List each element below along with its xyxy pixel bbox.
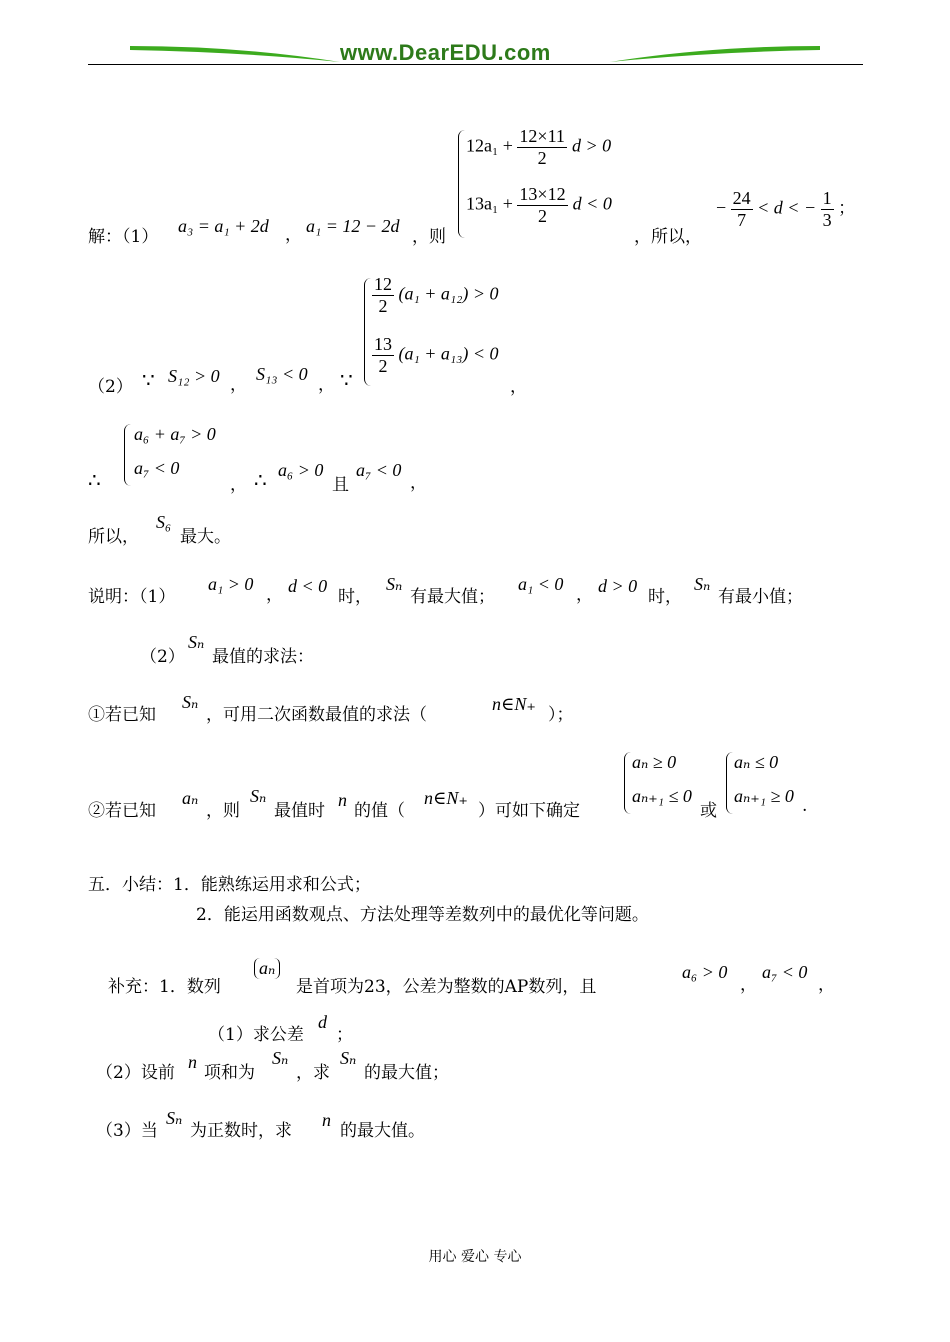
comma: ， — [740, 975, 757, 995]
comma: ， — [285, 225, 302, 245]
system-row-1: aₙ ≥ 0 — [632, 752, 677, 772]
comma: ， — [266, 585, 283, 605]
text: 是首项为23，公差为整数的AP数列，且 — [296, 977, 597, 997]
text: 的最大值； — [364, 1063, 449, 1083]
text: （1）求公差 — [208, 1025, 304, 1045]
s13-condition: S₁₃ < 0 — [256, 364, 308, 384]
then-text: ，则 — [412, 227, 446, 247]
comma: ， — [410, 473, 427, 493]
header-rule — [88, 64, 863, 65]
text: （3）当 — [96, 1121, 158, 1141]
row-tail: (a₁ + a₁₃) < 0 — [398, 343, 499, 364]
therefore-symbol: ∴ — [254, 468, 267, 492]
fraction-num: 12 — [374, 274, 392, 294]
text: （2） — [140, 647, 185, 667]
text: 说明：（1） — [88, 587, 176, 607]
text: ）； — [548, 705, 574, 725]
condition: d > 0 — [598, 576, 638, 596]
a6-condition: a₆ > 0 — [278, 460, 324, 480]
range-mid: < d < − — [757, 197, 817, 218]
or-text: 或 — [700, 801, 717, 821]
semicolon: ； — [838, 198, 856, 218]
sn-symbol: Sₙ — [188, 632, 205, 652]
text: ，求 — [296, 1063, 330, 1083]
text: 时， — [338, 587, 372, 607]
sn-symbol: Sₙ — [340, 1048, 357, 1068]
system-row-1: a₆ + a₇ > 0 — [134, 424, 216, 444]
comma: ， — [818, 975, 835, 995]
minus-sign: − — [716, 197, 727, 218]
fraction-den: 2 — [378, 295, 388, 316]
sequence-symbol: aₙ — [254, 958, 280, 979]
system-row-2 — [372, 334, 499, 376]
header-swoosh-left-icon — [130, 42, 340, 66]
fraction-num: 13×12 — [519, 184, 566, 204]
system-brace — [624, 752, 631, 814]
therefore-symbol: ∴ — [88, 468, 101, 492]
fraction-num: 1 — [822, 188, 832, 208]
condition: a₁ < 0 — [518, 574, 564, 594]
fraction-num: 24 — [732, 188, 751, 208]
row-term: 13a₁ + — [466, 193, 518, 214]
text: ； — [336, 1025, 353, 1045]
text: 为正数时，求 — [190, 1121, 292, 1141]
text: 有最小值； — [718, 587, 803, 607]
page-footer: 用心 爱心 专心 — [428, 1249, 522, 1265]
sn-symbol: Sₙ — [272, 1048, 289, 1068]
system-brace — [726, 752, 733, 814]
because-symbol: ∵ — [142, 368, 155, 392]
system-brace — [364, 278, 371, 386]
row-term: 12a₁ + — [466, 135, 518, 156]
text: ）可如下确定 — [478, 801, 580, 821]
fraction-den: 7 — [737, 209, 747, 230]
row-tail: d < 0 — [572, 193, 612, 214]
text: 补充：1．数列 — [108, 977, 221, 997]
so-text: ，所以， — [634, 227, 702, 247]
comma: ， — [576, 585, 593, 605]
summary-line-1: 五．小结：1．能熟练运用求和公式； — [88, 875, 371, 895]
site-logo: www.DearEDU.com — [340, 40, 551, 65]
condition: d < 0 — [288, 576, 328, 596]
system-row-2: aₙ₊₁ ≤ 0 — [632, 786, 692, 806]
text: 最大。 — [180, 527, 231, 547]
summary-line-2: 2．能运用函数观点、方法处理等差数列中的最优化等问题。 — [196, 905, 649, 925]
a6-condition: a₆ > 0 — [682, 962, 728, 982]
sn-symbol: Sₙ — [182, 692, 199, 712]
text: ，可用二次函数最值的求法（ — [206, 705, 427, 725]
fraction — [517, 184, 567, 226]
range-expr — [716, 188, 855, 230]
fraction-den: 2 — [538, 205, 547, 226]
row-tail: (a₁ + a₁₂) > 0 — [398, 283, 499, 304]
condition: a₁ > 0 — [208, 574, 254, 594]
fraction — [372, 274, 394, 316]
header-swoosh-right-icon — [610, 42, 820, 66]
fraction — [731, 188, 753, 230]
sn-symbol: Sₙ — [386, 574, 403, 594]
solution-label: 解：（1） — [88, 227, 159, 247]
fraction-num: 12×11 — [519, 126, 565, 146]
system-row-1 — [372, 274, 499, 316]
d-symbol: d — [318, 1012, 327, 1032]
text: （2）设前 — [96, 1063, 175, 1083]
fraction-den: 3 — [822, 209, 832, 230]
comma: ， — [230, 375, 247, 395]
an-symbol: aₙ — [182, 788, 199, 808]
text: 最值时 — [274, 801, 325, 821]
fraction-den: 2 — [378, 355, 388, 376]
text: ，则 — [206, 801, 240, 821]
system-row-1: aₙ ≤ 0 — [734, 752, 779, 772]
system-row-2: aₙ₊₁ ≥ 0 — [734, 786, 794, 806]
comma: ， — [230, 475, 247, 495]
n-symbol: n — [188, 1052, 197, 1072]
text: 所以， — [88, 527, 139, 547]
because-symbol: ∵ — [340, 368, 353, 392]
fraction — [821, 188, 834, 230]
eq-a3: a₃ = a₁ + 2d — [178, 216, 269, 236]
n-condition: n∈N₊ — [492, 694, 536, 714]
s6-symbol: S₆ — [156, 512, 172, 532]
a7-condition: a₇ < 0 — [356, 460, 402, 480]
fraction-den: 2 — [537, 147, 547, 168]
comma: ， — [510, 377, 527, 397]
text: ①若已知 — [88, 705, 156, 725]
system-brace — [458, 130, 465, 238]
text: 的最大值。 — [340, 1121, 425, 1141]
and-text: 且 — [332, 475, 349, 495]
sn-symbol: Sₙ — [250, 786, 267, 806]
a7-condition: a₇ < 0 — [762, 962, 808, 982]
text: 有最大值； — [410, 587, 495, 607]
system-row-2: a₇ < 0 — [134, 458, 180, 478]
text: 时， — [648, 587, 682, 607]
system-brace — [124, 424, 131, 486]
fraction-num: 13 — [374, 334, 392, 354]
text: 项和为 — [204, 1063, 255, 1083]
comma: ， — [318, 375, 335, 395]
row-tail: d > 0 — [572, 135, 612, 156]
eq-a1: a₁ = 12 − 2d — [306, 216, 400, 236]
part-label: （2） — [88, 377, 133, 397]
fraction — [372, 334, 394, 376]
fraction — [517, 126, 566, 168]
sn-symbol: Sₙ — [694, 574, 711, 594]
n-symbol: n — [338, 790, 347, 810]
n-symbol: n — [322, 1110, 331, 1130]
text: 最值的求法： — [212, 647, 314, 667]
n-condition: n∈N₊ — [424, 788, 468, 808]
sn-symbol: Sₙ — [166, 1108, 183, 1128]
system-row-2 — [466, 184, 612, 226]
text: 的值（ — [354, 801, 405, 821]
system-row-1 — [466, 126, 611, 168]
period: . — [802, 796, 808, 816]
s12-condition: S₁₂ > 0 — [168, 366, 220, 386]
text: ②若已知 — [88, 801, 156, 821]
